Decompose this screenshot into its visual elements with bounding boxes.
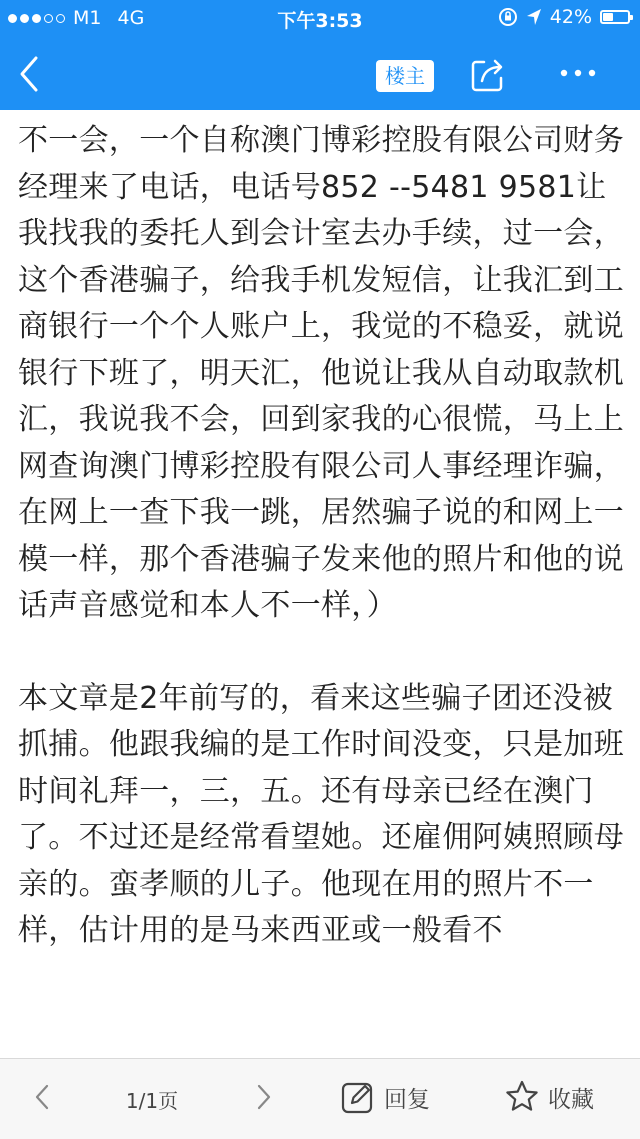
nav-bar — [0, 38, 640, 110]
status-bar — [0, 0, 640, 36]
bottom-toolbar — [0, 1058, 640, 1139]
carrier-name: M1 — [73, 7, 102, 29]
post-paragraph-2: 本文章是2年前写的，看来这些骗子团还没被抓捕。他跟我编的是工作时间没变，只是加班时间礼拜一，三，五。还有母亲已经在澳门了。不过还是经常看望她。还雇佣阿姨照顾母亲的。蛮孝顺的儿子。他现在用的照片不一样，估计用的是马来西亚或一般看不 — [18, 680, 624, 948]
network-type: 4G — [117, 7, 145, 29]
previous-page-icon[interactable] — [30, 1081, 54, 1113]
star-icon — [504, 1079, 540, 1115]
more-dots-icon[interactable] — [556, 58, 600, 88]
battery-percent: 42% — [549, 6, 592, 28]
back-chevron-icon[interactable] — [14, 54, 46, 94]
reply-edit-icon — [340, 1079, 376, 1115]
battery-icon — [600, 10, 630, 24]
location-arrow-icon — [526, 8, 542, 26]
only-host-button[interactable]: 楼主 — [376, 60, 434, 92]
status-time: 下午3:53 — [277, 10, 363, 32]
orientation-lock-icon — [498, 7, 518, 27]
post-paragraph-1: 不一会，一个自称澳门博彩控股有限公司财务经理来了电话，电话号852 --5481 9581让我找我的委托人到会计室去办手续，过一会，这个香港骗子，给我手机发短信，让我汇到工商银行一个个人账户上，我觉的不稳妥，就说银行下班了，明天汇，他说让我从自动取款机汇，我说我不会，回到家我的心很慌，马上上网查询澳门博彩控股有限公司人事经理诈骗，在网上一查下我一跳，居然骗子说的和网上一模一样，那个香港骗子发来他的照片和他的说话声音感觉和本人不一样，） — [18, 123, 624, 623]
next-page-icon[interactable] — [252, 1081, 276, 1113]
status-right — [498, 6, 630, 28]
reply-button[interactable] — [340, 1077, 430, 1117]
reply-label: 回复 — [384, 1086, 430, 1113]
top-bar — [0, 0, 640, 110]
post-content — [18, 118, 624, 1048]
page-indicator[interactable]: 1/1页 — [125, 1089, 179, 1113]
share-icon[interactable] — [468, 54, 508, 94]
favorite-label: 收藏 — [548, 1086, 594, 1113]
favorite-button[interactable] — [504, 1077, 594, 1117]
